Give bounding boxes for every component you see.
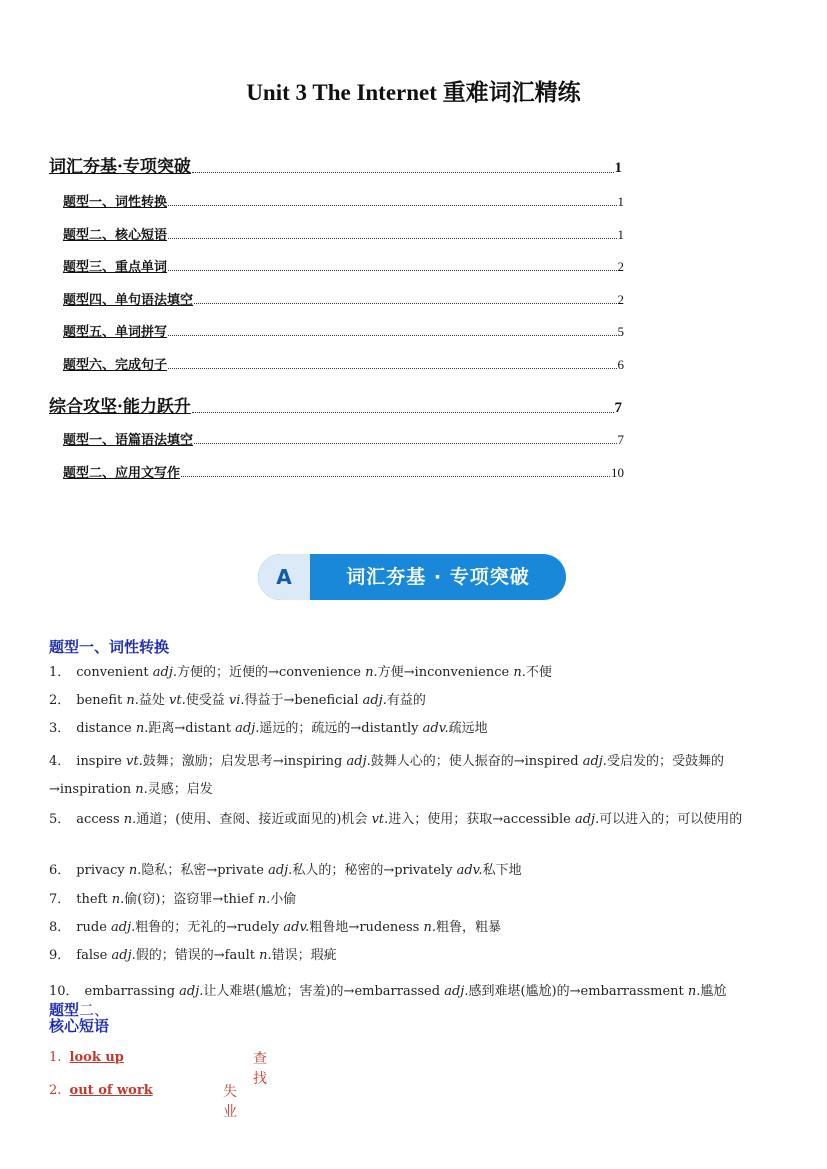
page-title: Unit 3 The Internet 重难词汇精练 [246,80,581,105]
entry-text: 受启发的；受鼓舞的→inspiration [49,754,724,797]
part-of-speech: n. [423,920,436,935]
toc-page: 2 [617,259,624,274]
toc-label: 题型三、重点单词 [63,260,168,275]
toc-leader [168,269,616,271]
part-of-speech: adj. [235,721,260,736]
part-of-speech: adj. [111,920,136,935]
phrase-english: look up [69,1050,124,1065]
entry-number: 1． [49,665,71,680]
part-of-speech: n. [135,721,149,736]
part-of-speech: vt. [371,812,389,827]
part-of-speech: adv. [283,920,310,935]
part-of-speech: n. [365,665,378,680]
toc-entry[interactable] [63,462,624,481]
section-heading-start: 题型 [49,1001,80,1019]
entry-text: 益处 [138,693,170,708]
vocab-entry [49,806,784,834]
part-of-speech: n. [135,782,148,797]
part-of-speech: vt. [126,754,143,769]
phrase-chinese: 查找 [253,1051,267,1087]
part-of-speech: vt. [169,693,186,708]
toc-leader [168,334,616,336]
entry-text: 使受益 [185,693,229,708]
part-of-speech: vi. [228,693,245,708]
phrase-number: 1. [49,1050,62,1065]
entry-text: theft [76,892,112,907]
section-banner [258,554,566,600]
toc-leader [192,411,614,413]
toc-entry[interactable] [63,224,624,243]
vocab-entry [49,919,501,937]
entry-text: 让人难堪(尴尬；害羞)的→embarrassed [203,984,445,999]
entry-number: 5． [49,812,71,827]
entry-text: access [76,812,124,827]
vocab-entry [49,862,522,880]
toc-page: 5 [617,324,624,339]
entry-text: 粗鲁地→rudeness [309,920,424,935]
entry-text: inspire [76,754,127,769]
toc-entry[interactable] [63,289,624,308]
toc-leader [181,475,610,477]
toc-entry[interactable] [63,256,624,275]
toc-leader [192,171,614,173]
toc-entry[interactable] [63,354,624,373]
entry-text: 方便的；近便的→convenience [177,665,366,680]
entry-text: 距离→distant [148,721,236,736]
toc-page: 1 [614,160,622,176]
toc-label: 题型四、单句语法填空 [63,293,194,308]
part-of-speech: n. [259,948,272,963]
phrase-english: out of work [69,1083,153,1098]
toc-leader [168,237,616,239]
entry-text: privacy [76,863,129,878]
part-of-speech: adj. [152,665,178,680]
part-of-speech: n. [513,665,526,680]
toc-entry[interactable] [63,191,624,210]
entry-text: 遥远的；疏远的→distantly [259,721,423,736]
phrase-item [49,1083,237,1120]
toc-entry-main[interactable] [49,392,622,417]
entry-text: 错误；瑕疵 [271,948,337,963]
entry-text: convenient [76,665,153,680]
entry-text: 进入；使用；获取→accessible [388,812,575,827]
part-of-speech: n. [111,892,125,907]
phrase-chinese: 失业 [223,1084,237,1120]
entry-number: 10． [49,984,79,999]
toc-entry-main[interactable] [49,152,622,177]
toc-page: 2 [617,292,624,307]
toc-entry[interactable] [63,321,624,340]
entry-text: 得益于→beneficial [244,693,363,708]
part-of-speech: n. [126,693,139,708]
entry-text: distance [76,721,136,736]
entry-text: 灵感；启发 [147,782,213,797]
toc-label: 题型二、应用文写作 [63,466,181,481]
vocab-entry [49,947,337,965]
vocab-entry [49,692,426,710]
part-of-speech: n. [128,863,142,878]
entry-text: 小偷 [270,892,297,907]
phrase-item [49,1050,267,1087]
banner-title: 词汇夯基 · 专项突破 [346,566,530,588]
entry-text: 可以进入的；可以使用的 [599,812,743,827]
toc-page: 1 [617,227,624,242]
entry-text: 私人的；秘密的→privately [292,863,457,878]
entry-text: 隐私；私密→private [141,863,269,878]
toc-leader [194,442,616,444]
entry-text: 有益的 [386,693,426,708]
vocab-entry [49,983,739,1021]
entry-text: 鼓舞；激励；启发思考→inspiring [142,754,347,769]
vocab-entry [49,664,552,682]
toc-leader [168,204,616,206]
toc-label: 题型五、单词拼写 [63,325,168,340]
entry-text: 感到难堪(尴尬)的→embarrassment [468,984,688,999]
entry-text: 偷(窃)；盗窃罪→thief [124,892,258,907]
toc-leader [194,302,616,304]
part-of-speech: adj. [179,984,204,999]
part-of-speech: adj. [268,863,293,878]
toc-page: 1 [617,194,624,209]
banner-badge: A [258,554,310,600]
part-of-speech: n. [257,892,271,907]
entry-number: 3． [49,721,71,736]
part-of-speech: adj. [574,812,600,827]
entry-text: rude [76,920,112,935]
entry-number: 6． [49,863,71,878]
toc-label: 题型二、核心短语 [63,228,168,243]
toc-label: 题型六、完成句子 [63,358,168,373]
part-of-speech: adj. [582,754,607,769]
vocab-entry [49,720,488,738]
entry-text: 尴尬 [700,984,727,999]
toc-page: 6 [617,357,624,372]
toc-page: 7 [617,432,624,447]
part-of-speech: adj. [346,754,371,769]
entry-number: 2． [49,693,71,708]
toc-page: 7 [614,400,622,416]
vocab-entry [49,891,296,909]
vocab-entry [49,748,784,804]
section-heading-number: 二、 [79,1001,110,1019]
entry-text: 不便 [525,665,552,680]
toc-leader [168,367,616,369]
toc-label: 题型一、语篇语法填空 [63,433,194,448]
section-heading: 题型一、词性转换 [49,638,170,656]
phrase-number: 2. [49,1083,62,1098]
entry-number: 4． [49,754,71,769]
toc-label: 综合攻坚·能力跃升 [49,397,191,417]
entry-text: 疏远地 [448,721,488,736]
toc-page: 10 [611,465,624,480]
entry-text: 方便→inconvenience [377,665,514,680]
entry-text: 私下地 [482,863,522,878]
toc-label: 词汇夯基·专项突破 [49,157,191,177]
entry-text: 假的；错误的→fault [135,948,260,963]
section-heading-continued: 核心短语 [49,1017,110,1035]
part-of-speech: adj. [444,984,469,999]
entry-number: 9． [49,948,71,963]
part-of-speech: adv. [456,863,483,878]
toc-entry[interactable] [63,429,624,448]
toc-label: 题型一、词性转换 [63,195,168,210]
part-of-speech: adv. [422,721,449,736]
part-of-speech: adj. [111,948,136,963]
part-of-speech: n. [123,812,137,827]
entry-text: 通道；(使用、查阅、接近或面见的)机会 [136,812,372,827]
entry-text: embarrassing [84,984,180,999]
entry-text: benefit [76,693,127,708]
part-of-speech: adj. [362,693,387,708]
entry-text: false [76,948,112,963]
entry-text: 粗鲁，粗暴 [435,920,501,935]
entry-text: 粗鲁的；无礼的→rudely [135,920,284,935]
entry-number: 8． [49,920,71,935]
part-of-speech: n. [687,984,701,999]
entry-number: 7． [49,892,71,907]
entry-text: 鼓舞人心的；使人振奋的→inspired [370,754,583,769]
